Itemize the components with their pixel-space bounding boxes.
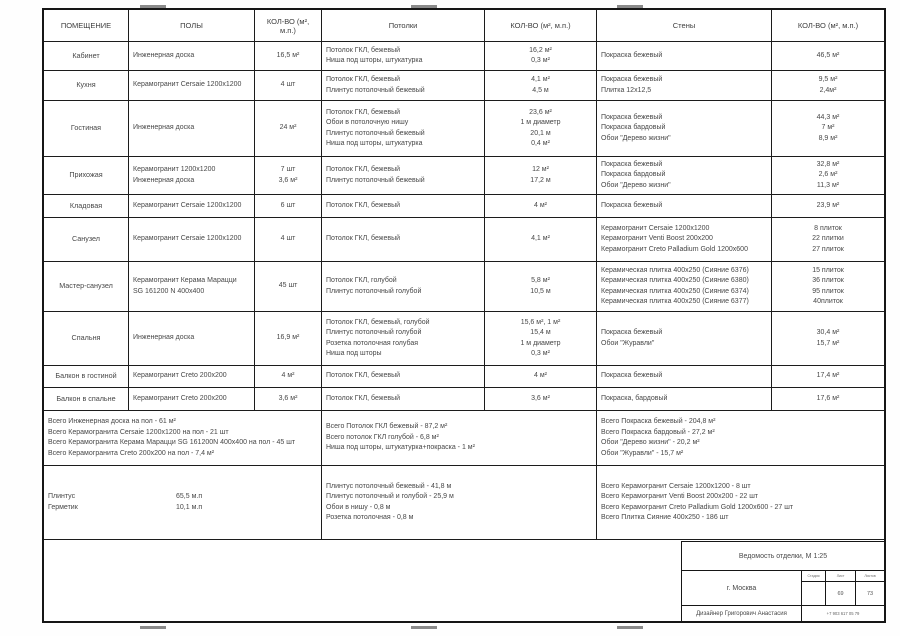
- column-header: [485, 10, 597, 42]
- text-line: 40плиток: [813, 298, 843, 305]
- text-line: Всего Керамогранит Venti Boost 200x200 - 22 шт: [601, 493, 759, 500]
- text-line: Потолки: [388, 21, 418, 30]
- text-line: 0,3 м²: [531, 57, 550, 64]
- text-line: 16,2 м²: [529, 46, 552, 54]
- walls-cell: [597, 157, 772, 195]
- text-line: Кабинет: [72, 50, 100, 60]
- text-line: 1 м диаметр: [520, 119, 561, 126]
- text-line: Керамическая плитка 400х250 (Сияние 6380): [601, 277, 749, 284]
- text-line: Потолок ГКЛ, бежевый: [326, 235, 401, 243]
- ceilings-cell: [322, 366, 485, 388]
- fold-mark: [140, 626, 166, 629]
- walls-qty-cell: [772, 218, 884, 262]
- text-line: Покраска бежевый: [601, 51, 663, 59]
- text-line: 36 плиток: [812, 277, 844, 284]
- text-line: Прихожая: [69, 170, 103, 180]
- text-line: 45 шт: [278, 282, 298, 290]
- ceilings-qty-cell: [485, 101, 597, 157]
- text-line: Мастер-санузел: [59, 281, 113, 291]
- text-line: Обои в потолочную нишу: [326, 119, 409, 126]
- text-line: Покраска бежевый: [601, 329, 663, 336]
- text-line: КОЛ-ВО (м², м.п.): [510, 21, 571, 30]
- fold-mark: [411, 626, 437, 629]
- text-line: 4 м²: [534, 372, 547, 380]
- text-line: Плитка 12х12,5: [601, 86, 652, 94]
- ceilings-cell: [322, 388, 485, 411]
- column-header: [44, 10, 129, 42]
- text-line: Инженерная доска: [133, 124, 195, 132]
- walls-cell: [597, 312, 772, 366]
- column-header: [772, 10, 884, 42]
- text-line: Плинтус потолочный бежевый: [326, 176, 425, 184]
- walls-qty-cell: [772, 388, 884, 411]
- text-line: Обои "Дерево жизни": [601, 134, 671, 142]
- ceilings-cell: [322, 42, 485, 71]
- ceilings-summary-cell: [322, 466, 597, 540]
- text-line: Плинтус потолочный бежевый - 41,8 м: [326, 482, 452, 490]
- text-line: Покраска бежевый: [601, 201, 663, 209]
- stamp-value-sheet: 69: [826, 582, 856, 605]
- text-line: Балкон в спальне: [56, 393, 116, 403]
- text-line: 17,4 м²: [816, 372, 840, 380]
- text-line: Всего Керамогранита Creto 200x200 на пол - 7,4 м²: [48, 449, 215, 457]
- text-line: Гостиная: [70, 123, 102, 133]
- floors-cell: [129, 262, 255, 312]
- walls-cell: [597, 218, 772, 262]
- text-line: 5,8 м²: [531, 277, 550, 284]
- text-line: 44,3 м²: [816, 113, 840, 121]
- ceilings-cell: [322, 195, 485, 218]
- text-line: Потолок ГКЛ, бежевый: [326, 46, 401, 54]
- ceilings-qty-cell: [485, 262, 597, 312]
- walls-cell: [597, 42, 772, 71]
- text-line: Обои в нишу - 0,8 м: [326, 503, 391, 511]
- text-line: 1 м диаметр: [520, 339, 561, 347]
- text-line: Всего потолок ГКЛ голубой - 6,8 м²: [326, 433, 439, 441]
- text-line: Керамическая плитка 400х250 (Сияние 6376): [601, 266, 749, 274]
- material-qty: 10,1 м.п: [176, 503, 203, 511]
- text-line: 15,6 м², 1 м²: [520, 318, 561, 326]
- text-line: Покраска бардовый: [601, 124, 666, 132]
- stamp-header-stage: Стадия: [802, 571, 826, 582]
- text-line: Обои "Дерево жизни" - 20,2 м²: [601, 439, 700, 446]
- text-line: Всего Плитка Сияние 400х250 - 186 шт: [601, 514, 729, 521]
- text-line: 4 м²: [534, 201, 547, 209]
- floors-qty-cell: [255, 71, 322, 101]
- text-line: 17,6 м²: [816, 394, 840, 402]
- text-line: 8 плиток: [814, 224, 842, 232]
- text-line: Покраска, бардовый: [601, 394, 668, 402]
- text-line: 15,7 м²: [816, 339, 840, 347]
- floors-qty-cell: [255, 366, 322, 388]
- walls-cell: [597, 101, 772, 157]
- ceilings-cell: [322, 312, 485, 366]
- text-line: Инженерная доска: [133, 176, 195, 184]
- text-line: Покраска бежевый: [601, 76, 663, 83]
- text-line: Потолок ГКЛ, бежевый: [326, 166, 401, 173]
- column-header: [255, 10, 322, 42]
- text-line: Керамогранит Керама Марацци: [133, 277, 237, 284]
- text-line: Стены: [672, 21, 696, 30]
- text-line: 16,9 м²: [276, 334, 300, 342]
- text-line: Потолок ГКЛ, голубой: [326, 277, 397, 284]
- floors-qty-cell: [255, 262, 322, 312]
- text-line: 23,6 м²: [529, 108, 552, 116]
- room-name: [44, 101, 129, 157]
- text-line: Всего Керамогранита Cersaie 1200x1200 на пол - 21 шт: [48, 428, 229, 436]
- text-line: Всего Потолок ГКЛ бежевый - 87,2 м²: [326, 423, 448, 431]
- ceilings-cell: [322, 71, 485, 101]
- city-label: г. Москва: [682, 571, 802, 605]
- column-header: [322, 10, 485, 42]
- finish-table: [44, 10, 884, 540]
- text-line: Ниша под шторы, штукатурка+покраска - 1 м²: [326, 444, 475, 452]
- room-name: [44, 42, 129, 71]
- walls-summary-cell: [597, 466, 884, 540]
- title-block-middle-row: [682, 571, 884, 606]
- walls-qty-cell: [772, 262, 884, 312]
- text-line: Керамогранит Cersaie 1200x1200: [601, 224, 710, 232]
- floors-cell: [129, 71, 255, 101]
- walls-qty-cell: [772, 71, 884, 101]
- text-line: 95 плиток: [812, 287, 844, 295]
- text-line: Покраска бежевый: [601, 113, 663, 121]
- text-line: 4 шт: [280, 235, 296, 243]
- ceilings-cell: [322, 262, 485, 312]
- text-line: 15 плиток: [812, 266, 844, 274]
- text-line: Спальня: [71, 333, 101, 343]
- room-name: [44, 312, 129, 366]
- material-qty: 65,5 м.п: [176, 493, 203, 500]
- walls-cell: [597, 71, 772, 101]
- text-line: Ниша под шторы, штукатурка: [326, 57, 423, 64]
- text-line: 4,5 м: [532, 86, 549, 94]
- ceilings-cell: [322, 218, 485, 262]
- text-line: 7 м²: [821, 124, 835, 132]
- text-line: Потолок ГКЛ, бежевый: [326, 394, 401, 402]
- text-line: КОЛ-ВО (м², м.п.): [266, 16, 310, 35]
- room-name: [44, 157, 129, 195]
- text-line: ПОЛЫ: [180, 21, 203, 30]
- walls-qty-cell: [772, 366, 884, 388]
- walls-cell: [597, 195, 772, 218]
- text-line: Керамогранит Cersaie 1200x1200: [133, 201, 242, 209]
- walls-summary-cell: [597, 411, 884, 466]
- title-block-bottom-row: [682, 606, 884, 621]
- walls-cell: [597, 262, 772, 312]
- text-line: Ниша под шторы, штукатурка: [326, 140, 423, 147]
- text-line: Покраска бардовый: [601, 171, 666, 179]
- text-line: 2,4м²: [819, 86, 837, 94]
- floors-cell: [129, 366, 255, 388]
- text-line: 3,6 м²: [531, 394, 550, 402]
- text-line: Кладовая: [69, 200, 103, 210]
- floors-summary-cell: [44, 411, 322, 466]
- designer-name: Дизайнер Григорович Анастасия: [682, 606, 802, 621]
- text-line: Керамогранит 1200х1200: [133, 166, 216, 173]
- ceilings-qty-cell: [485, 312, 597, 366]
- text-line: 4,1 м²: [531, 76, 550, 83]
- walls-cell: [597, 366, 772, 388]
- text-line: Покраска бежевый: [601, 372, 663, 380]
- text-line: 16,5 м²: [276, 51, 300, 59]
- text-line: Розетка потолочная голубая: [326, 339, 419, 347]
- text-line: Керамогранит Creto Palladium Gold 1200x600: [601, 245, 748, 253]
- stamp-value-stage: [802, 582, 826, 605]
- text-line: 8,9 м²: [818, 134, 838, 142]
- text-line: Всего Инженерная доска на пол - 61 м²: [48, 418, 176, 425]
- text-line: Керамическая плитка 400х250 (Сияние 6374): [601, 287, 749, 295]
- text-line: Всего Покраска бардовый - 27,2 м²: [601, 428, 715, 436]
- room-name: [44, 366, 129, 388]
- ceilings-qty-cell: [485, 71, 597, 101]
- material-label: Герметик: [48, 503, 78, 511]
- sheet-title: Ведомость отделки, М 1:25: [682, 542, 884, 571]
- text-line: 0,3 м²: [531, 350, 550, 357]
- walls-qty-cell: [772, 101, 884, 157]
- room-name: [44, 262, 129, 312]
- text-line: Обои "Журавли": [601, 339, 655, 347]
- text-line: 3,6 м²: [278, 394, 298, 402]
- fold-mark: [617, 626, 643, 629]
- ceilings-qty-cell: [485, 218, 597, 262]
- text-line: 11,3 м²: [816, 181, 840, 189]
- material-label: Плинтус: [48, 493, 76, 500]
- text-line: 10,5 м: [530, 287, 551, 295]
- text-line: Кухня: [76, 80, 96, 90]
- title-block: [681, 541, 884, 621]
- text-line: 2,6 м²: [818, 171, 838, 179]
- floors-cell: [129, 218, 255, 262]
- room-name: [44, 218, 129, 262]
- text-line: Потолок ГКЛ, бежевый: [326, 372, 401, 380]
- text-line: Плинтус потолочный бежевый: [326, 129, 425, 137]
- text-line: 12 м²: [532, 166, 549, 173]
- text-line: 20,1 м: [530, 129, 551, 137]
- column-header: [129, 10, 255, 42]
- ceilings-qty-cell: [485, 42, 597, 71]
- text-line: Керамогранит Cersaie 1200x1200: [133, 235, 242, 243]
- drawing-sheet: [42, 8, 886, 623]
- text-line: 46,5 м²: [816, 51, 840, 59]
- stamp-header-sheets-total: Листов: [856, 571, 884, 582]
- text-line: Санузел: [72, 234, 100, 244]
- text-line: 4 м²: [281, 372, 295, 380]
- text-line: Плинтус потолочный голубой: [326, 329, 422, 336]
- floors-qty-cell: [255, 157, 322, 195]
- text-line: Розетка потолочная - 0,8 м: [326, 514, 414, 521]
- text-line: ПОМЕЩЕНИЕ: [60, 21, 112, 30]
- ceilings-cell: [322, 101, 485, 157]
- stamp-header-sheet: Лист: [826, 571, 856, 582]
- text-line: Потолок ГКЛ, бежевый, голубой: [326, 318, 430, 326]
- floors-cell: [129, 42, 255, 71]
- text-line: 0,4 м²: [531, 140, 550, 147]
- floors-qty-cell: [255, 388, 322, 411]
- text-line: Ниша под шторы: [326, 350, 382, 357]
- walls-qty-cell: [772, 312, 884, 366]
- text-line: 4 шт: [280, 81, 296, 89]
- text-line: Керамогранит Cersaie 1200x1200: [133, 81, 242, 89]
- walls-qty-cell: [772, 157, 884, 195]
- ceilings-qty-cell: [485, 366, 597, 388]
- text-line: Всего Керамогранита Керама Марацци SG 161200N 400x400 на пол - 45 шт: [48, 439, 296, 446]
- text-line: Балкон в гостиной: [55, 371, 117, 381]
- text-line: 9,5 м²: [818, 76, 838, 83]
- text-line: Керамическая плитка 400х250 (Сияние 6377): [601, 298, 749, 305]
- floors-qty-cell: [255, 101, 322, 157]
- ceilings-qty-cell: [485, 157, 597, 195]
- text-line: Всего Керамогранит Cersaie 1200x1200 - 8 шт: [601, 482, 751, 490]
- ceilings-qty-cell: [485, 388, 597, 411]
- text-line: Потолок ГКЛ, бежевый: [326, 108, 401, 116]
- room-name: [44, 71, 129, 101]
- text-line: Потолок ГКЛ, бежевый: [326, 201, 401, 209]
- ceilings-qty-cell: [485, 195, 597, 218]
- text-line: Обои "Дерево жизни": [601, 181, 671, 189]
- column-header: [597, 10, 772, 42]
- walls-qty-cell: [772, 195, 884, 218]
- text-line: 4,1 м²: [531, 235, 550, 243]
- designer-phone: +7 903 617 05 79: [826, 611, 860, 616]
- text-line: 30,4 м²: [816, 329, 840, 336]
- text-line: SG 161200 N 400x400: [133, 287, 205, 295]
- floors-cell: [129, 195, 255, 218]
- floors-cell: [129, 312, 255, 366]
- text-line: Инженерная доска: [133, 51, 195, 59]
- text-line: 7 шт: [280, 166, 296, 173]
- stamp-grid: [802, 571, 884, 605]
- text-line: Керамогранит Creto 200x200: [133, 372, 227, 380]
- text-line: Керамогранит Venti Boost 200x200: [601, 235, 713, 243]
- room-name: [44, 195, 129, 218]
- text-line: Всего Покраска бежевый - 204,8 м²: [601, 418, 716, 425]
- text-line: Плинтус потолочный голубой: [326, 287, 422, 295]
- floors-qty-cell: [255, 195, 322, 218]
- text-line: 22 плитки: [812, 235, 844, 243]
- text-line: 15,4 м: [530, 329, 551, 336]
- text-line: 17,2 м: [530, 176, 551, 184]
- floors-qty-cell: [255, 218, 322, 262]
- floors-qty-cell: [255, 42, 322, 71]
- floors-cell: [129, 157, 255, 195]
- text-line: Плинтус потолочный и голубой - 25,9 м: [326, 493, 454, 500]
- text-line: 24 м²: [279, 124, 297, 132]
- text-line: КОЛ-ВО (м², м.п.): [797, 21, 859, 30]
- text-line: Всего Керамогранит Creto Palladium Gold 1200x600 - 27 шт: [601, 503, 794, 511]
- walls-qty-cell: [772, 42, 884, 71]
- text-line: Потолок ГКЛ, бежевый: [326, 76, 401, 83]
- text-line: 6 шт: [280, 201, 296, 209]
- floors-cell: [129, 388, 255, 411]
- materials-summary-cell: [44, 466, 322, 540]
- text-line: 32,8 м²: [816, 160, 840, 168]
- floors-qty-cell: [255, 312, 322, 366]
- text-line: Обои "Журавли" - 15,7 м²: [601, 449, 684, 457]
- text-line: Покраска бежевый: [601, 160, 663, 168]
- text-line: 3,6 м²: [278, 176, 298, 184]
- walls-cell: [597, 388, 772, 411]
- text-line: Инженерная доска: [133, 334, 195, 342]
- ceilings-summary-cell: [322, 411, 597, 466]
- ceilings-cell: [322, 157, 485, 195]
- text-line: 27 плиток: [812, 245, 844, 253]
- floors-cell: [129, 101, 255, 157]
- text-line: Плинтус потолочный бежевый: [326, 86, 425, 94]
- text-line: 23,9 м²: [816, 201, 840, 209]
- text-line: Керамогранит Creto 200x200: [133, 394, 227, 402]
- stamp-value-sheets-total: 73: [866, 590, 874, 597]
- room-name: [44, 388, 129, 411]
